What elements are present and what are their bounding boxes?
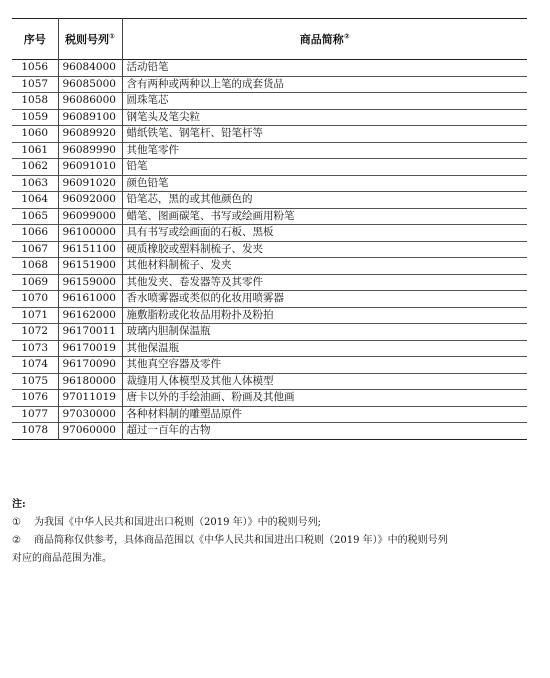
row-name: 超过一百年的古物 (122, 423, 527, 440)
footnote-1-text: 为我国《中华人民共和国进出口税则（2019 年）》中的税则号列; (34, 517, 321, 528)
row-seq: 1076 (12, 390, 58, 407)
row-code: 96085000 (58, 76, 122, 93)
table-row (12, 208, 527, 225)
header-name (122, 19, 527, 60)
row-name: 含有两种或两种以上笔的成套货品 (122, 76, 527, 93)
table-row (12, 93, 527, 110)
table-body (12, 60, 527, 440)
row-name: 唐卡以外的手绘油画、粉画及其他画 (122, 390, 527, 407)
row-code: 97030000 (58, 406, 122, 423)
table-row (12, 175, 527, 192)
header-code-footnote-mark: ① (109, 31, 115, 40)
row-seq: 1063 (12, 175, 58, 192)
row-seq: 1075 (12, 373, 58, 390)
row-seq: 1078 (12, 423, 58, 440)
row-seq: 1066 (12, 225, 58, 242)
row-code: 96151100 (58, 241, 122, 258)
header-seq (12, 19, 58, 60)
table-row (12, 274, 527, 291)
row-code: 97011019 (58, 390, 122, 407)
row-name: 铅笔 (122, 159, 527, 176)
table-row (12, 60, 527, 77)
row-seq: 1069 (12, 274, 58, 291)
row-code: 96086000 (58, 93, 122, 110)
footnote-1 (12, 514, 532, 532)
row-code: 96091020 (58, 175, 122, 192)
row-code: 97060000 (58, 423, 122, 440)
row-seq: 1073 (12, 340, 58, 357)
row-seq: 1059 (12, 109, 58, 126)
row-code: 96089100 (58, 109, 122, 126)
header-name-label: 商品简称 (299, 32, 344, 46)
row-seq: 1072 (12, 324, 58, 341)
table-row (12, 340, 527, 357)
table-row (12, 258, 527, 275)
table-header (12, 19, 527, 60)
row-code: 96170019 (58, 340, 122, 357)
row-seq: 1067 (12, 241, 58, 258)
row-seq: 1062 (12, 159, 58, 176)
row-name: 其他材料制梳子、发夹 (122, 258, 527, 275)
row-name: 硬质橡胶或塑料制梳子、发夹 (122, 241, 527, 258)
table-row (12, 291, 527, 308)
footnote-2-text: 商品简称仅供参考，具体商品范围以《中华人民共和国进出口税则（2019 年）》中的税则号列 (34, 535, 448, 546)
row-code: 96089920 (58, 126, 122, 143)
row-seq: 1070 (12, 291, 58, 308)
footnote-2-mark: ② (12, 535, 21, 546)
footnote-2-continuation: 对应的商品范围为准。 (12, 553, 112, 564)
row-code: 96159000 (58, 274, 122, 291)
table-row (12, 225, 527, 242)
row-code: 96089990 (58, 142, 122, 159)
table-row (12, 142, 527, 159)
row-code: 96084000 (58, 60, 122, 77)
row-code: 96170011 (58, 324, 122, 341)
row-name: 裁缝用人体模型及其他人体模型 (122, 373, 527, 390)
row-name: 香水喷雾器或类似的化妆用喷雾器 (122, 291, 527, 308)
row-name: 各种材料制的雕塑品原件 (122, 406, 527, 423)
row-code: 96100000 (58, 225, 122, 242)
table-row (12, 307, 527, 324)
row-seq: 1071 (12, 307, 58, 324)
table-row (12, 76, 527, 93)
table-row (12, 373, 527, 390)
table-row (12, 406, 527, 423)
table-row (12, 423, 527, 440)
row-name: 圆珠笔芯 (122, 93, 527, 110)
table-row (12, 241, 527, 258)
row-name: 蜡纸铁笔、钢笔杆、铅笔杆等 (122, 126, 527, 143)
footnote-2 (12, 532, 532, 550)
row-name: 其他笔零件 (122, 142, 527, 159)
footnotes-title: 注: (12, 499, 26, 510)
footnote-1-mark: ① (12, 517, 21, 528)
row-seq: 1068 (12, 258, 58, 275)
row-seq: 1077 (12, 406, 58, 423)
header-seq-label: 序号 (23, 32, 46, 46)
row-seq: 1061 (12, 142, 58, 159)
row-code: 96180000 (58, 373, 122, 390)
row-seq: 1057 (12, 76, 58, 93)
footnotes (12, 496, 532, 568)
row-seq: 1058 (12, 93, 58, 110)
row-code: 96091010 (58, 159, 122, 176)
tariff-table (12, 18, 527, 440)
row-name: 其他保温瓶 (122, 340, 527, 357)
row-code: 96161000 (58, 291, 122, 308)
row-name: 活动铅笔 (122, 60, 527, 77)
row-name: 其他发夹、卷发器等及其零件 (122, 274, 527, 291)
table-row (12, 109, 527, 126)
row-seq: 1056 (12, 60, 58, 77)
row-code: 96099000 (58, 208, 122, 225)
row-seq: 1074 (12, 357, 58, 374)
table-row (12, 324, 527, 341)
row-code: 96170090 (58, 357, 122, 374)
row-name: 钢笔头及笔尖粒 (122, 109, 527, 126)
row-seq: 1064 (12, 192, 58, 209)
header-name-footnote-mark: ② (343, 31, 350, 40)
table-row (12, 192, 527, 209)
table-row (12, 126, 527, 143)
row-seq: 1065 (12, 208, 58, 225)
row-seq: 1060 (12, 126, 58, 143)
table-row (12, 390, 527, 407)
header-code (58, 19, 122, 60)
row-code: 96151900 (58, 258, 122, 275)
row-name: 具有书写或绘画面的石板、黑板 (122, 225, 527, 242)
row-name: 铅笔芯，黑的或其他颜色的 (122, 192, 527, 209)
header-code-label: 税则号列 (65, 32, 110, 46)
row-name: 玻璃内胆制保温瓶 (122, 324, 527, 341)
row-name: 施敷脂粉或化妆品用粉扑及粉拍 (122, 307, 527, 324)
table-row (12, 159, 527, 176)
row-code: 96092000 (58, 192, 122, 209)
row-name: 其他真空容器及零件 (122, 357, 527, 374)
row-name: 蜡笔、图画碳笔、书写或绘画用粉笔 (122, 208, 527, 225)
row-code: 96162000 (58, 307, 122, 324)
row-name: 颜色铅笔 (122, 175, 527, 192)
table-row (12, 357, 527, 374)
